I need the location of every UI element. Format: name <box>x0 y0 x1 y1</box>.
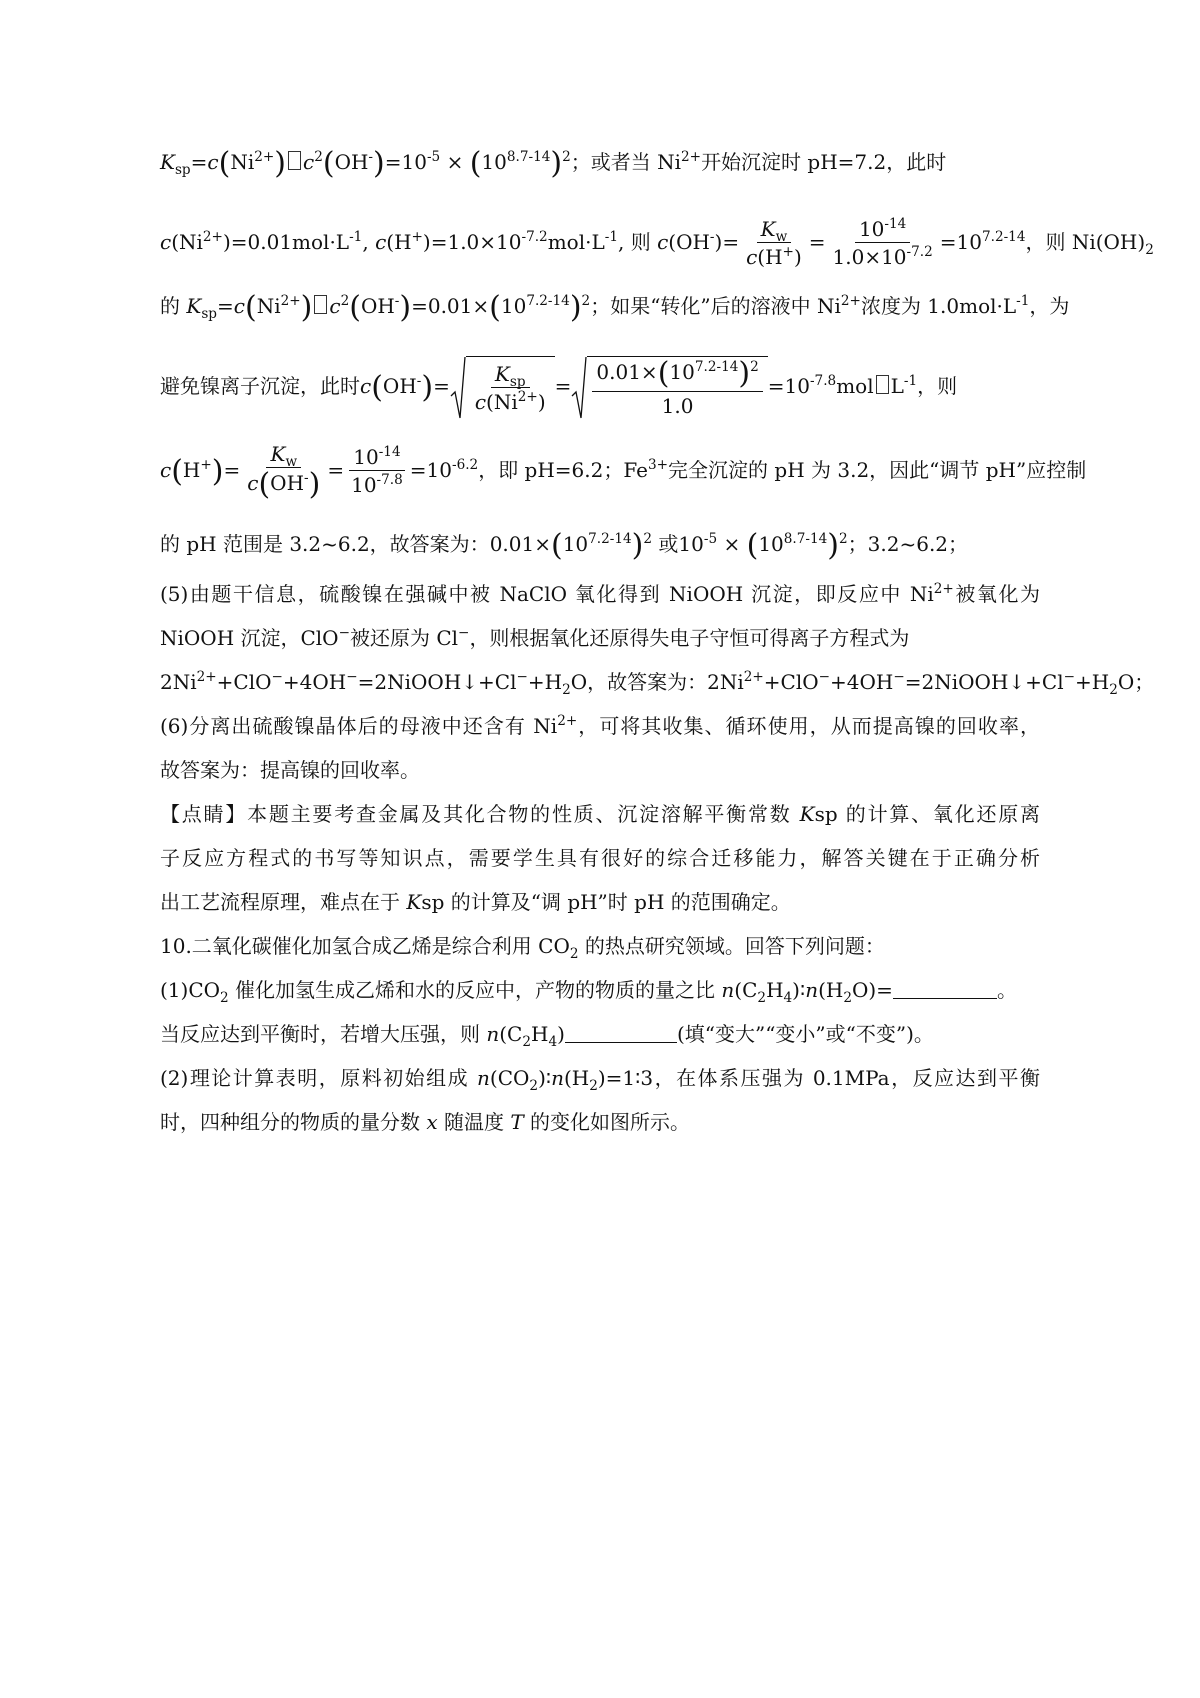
ph-range-line-6: 的 pH 范围是 3.2~6.2，故答案为：$0.01\times(10^{7.2-14})^2$ 或$10^{-5} \times (10^{8.7-14})^2$；3.2~6.2； <box>160 528 969 563</box>
question-10-part1-line-2: 当反应达到平衡时，若增大压强，则 $n(C_2H_4)$ (填“变大”“变小”或“不变”)。 <box>160 1022 934 1050</box>
radical-line-4: 避免镍离子沉淀，此时c(OH-)= $\frac{K_{sp}}{c(Ni^{2+})}$ = $\frac{0.01\times(10^{7.2-14})^2}{1.0}$ $=10^{-7.8}mol$ $L^{-1}$，则 <box>160 355 958 418</box>
part5-equation-line: $2Ni^{2+}+ClO^-+4OH^-=2NiOOH↓+Cl^-+H_2O$，故答案为：$2Ni^{2+}+ClO^-+4OH^-=2NiOOH↓+Cl^-+H_2O$； <box>160 668 1155 698</box>
missing-glyph-box <box>314 295 327 314</box>
question-10-part2-line-2: 时，四种组分的物质的量分数 x 随温度 T 的变化如图所示。 <box>160 1110 691 1134</box>
question-10-part2-line-1: (2)理论计算表明，原料初始组成 $n(CO_2)∶n(H_2)=1∶3$，在体系压强为 0.1MPa，反应达到平衡 <box>160 1066 1041 1094</box>
note-line-2: 子反应方程式的书写等知识点，需要学生具有很好的综合迁移能力，解答关键在于正确分析 <box>160 846 1040 870</box>
kw-over-h-fraction: $\frac{K_w}{c(H^+)}$ <box>746 217 802 269</box>
missing-glyph-box <box>288 151 301 170</box>
part5-line-2: NiOOH 沉淀，ClO−被还原为 Cl−，则根据氧化还原得失电子守恒可得离子方程式为 <box>160 624 910 650</box>
document-page <box>160 0 1155 1698</box>
missing-glyph-box <box>876 375 889 394</box>
answer-blank-pressure[interactable] <box>565 1024 677 1043</box>
ksp-formula-line-3: 的 $K_{sp}=c(Ni^{2+})$ $c^2(OH^-)=0.01\times(10^{7.2-14})^2$；如果“转化”后的溶液中 $Ni^{2+}$浓度为 $1.0mol\cdot L^{-1}$，为 <box>160 290 1070 325</box>
square-root-numeric: $\frac{0.01\times(10^{7.2-14})^2}{1.0}$ <box>571 356 767 420</box>
ph-calc-line-5: c(H+)= $\frac{K_w}{c(OH^-)}$ = $\frac{10^{-14}}{10^{-7.8}}$ $=10^{-6.2}$，即 pH=6.2；$Fe^{3+}$完全沉淀的 pH 为 3.2，因此“调节 pH”应控制 <box>160 442 1087 502</box>
concentration-line-2: $c(Ni^{2+})=0.01mol\cdot L^{-1}$, $c(H^+)=1.0\times 10^{-7.2}mol\cdot L^{-1}$, 则 c(OH-)= $\frac{K_w}{c(H^+)}$ = $\frac{10^{-14}}{1.0\times 10^{-7.2}}$ $=10^{7.2-14}$，则 $Ni(OH)_2$ <box>160 215 1154 269</box>
question-10-title: 10.二氧化碳催化加氢合成乙烯是综合利用 $CO_2$ 的热点研究领域。回答下列问题： <box>160 934 885 962</box>
part6-line-1: (6)分离出硫酸镍晶体后的母液中还含有 $Ni^{2+}$，可将其收集、循环使用，从而提高镍的回收率， <box>160 712 1040 738</box>
part6-line-2: 故答案为：提高镍的回收率。 <box>160 758 420 782</box>
kw-over-oh-fraction: $\frac{K_w}{c(OH^-)}$ <box>247 442 321 502</box>
ksp-formula-line-1: $K_{sp}=c(Ni^{2+}) c^2(OH^-)=10^{-5} \times (10^{8.7-14})^2$；或者当 $Ni^{2+}$开始沉淀时 pH=7.2，此时 <box>160 146 947 181</box>
note-line-1: 【点睛】本题主要考查金属及其化合物的性质、沉淀溶解平衡常数 Ksp 的计算、氧化还原离 <box>160 802 1040 826</box>
question-10-part1-line-1: $(1)CO_2$ 催化加氢生成乙烯和水的反应中，产物的物质的量之比 $n(C_2H_4)∶n(H_2O)=$ 。 <box>160 978 1017 1006</box>
note-line-3: 出工艺流程原理，难点在于 Ksp 的计算及“调 pH”时 pH 的范围确定。 <box>160 890 791 914</box>
square-root-ksp: $\frac{K_{sp}}{c(Ni^{2+})}$ <box>450 356 555 420</box>
numeric-fraction: $\frac{10^{-14}}{1.0\times 10^{-7.2}}$ <box>832 215 933 269</box>
part5-line-1: (5)由题干信息，硫酸镍在强碱中被 NaClO 氧化得到 NiOOH 沉淀，即反应中 $Ni^{2+}$被氧化为 <box>160 580 1041 606</box>
answer-blank-ratio[interactable] <box>893 980 997 999</box>
power-fraction: $\frac{10^{-14}}{10^{-7.8}}$ <box>351 443 403 497</box>
